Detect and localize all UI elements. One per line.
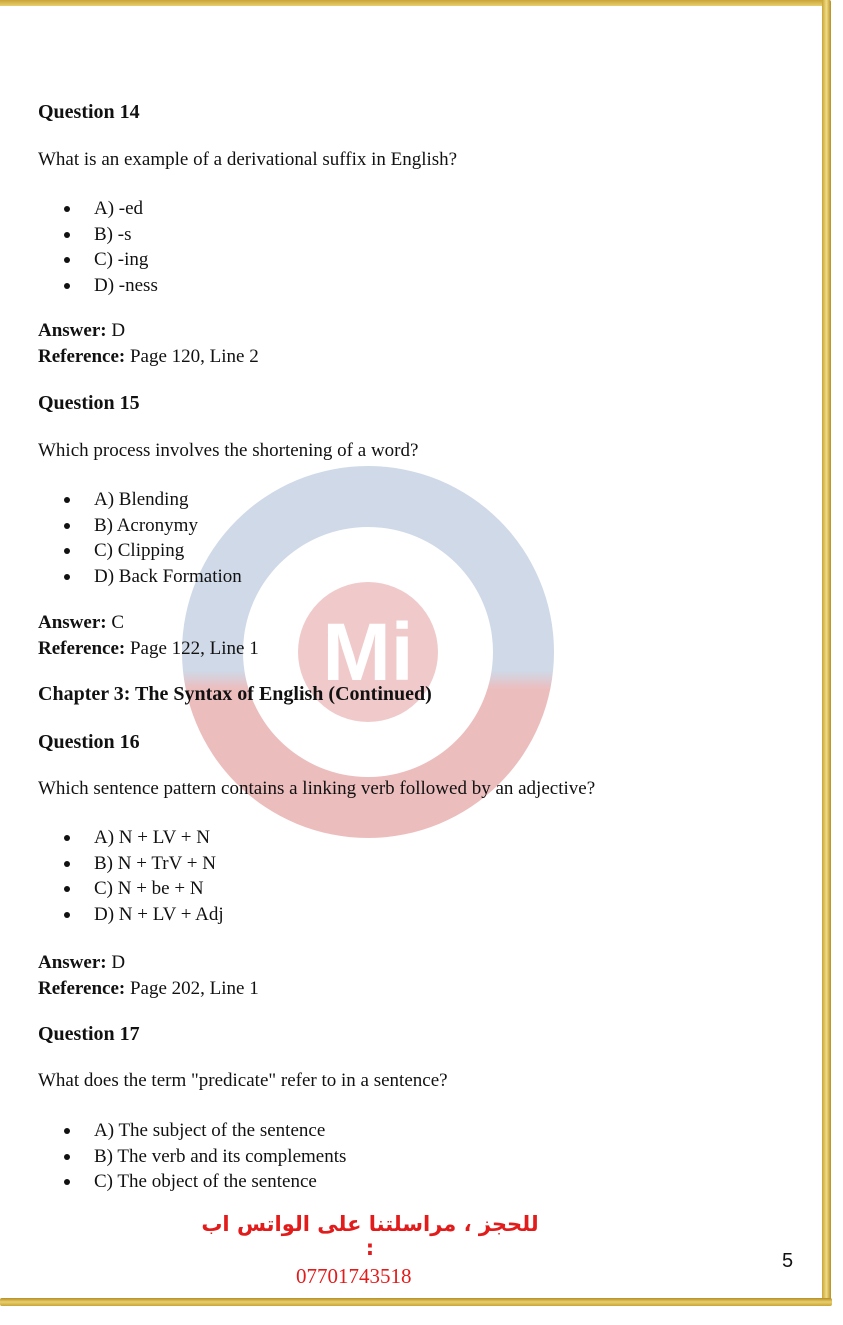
phone-number: 07701743518	[296, 1264, 412, 1288]
bullet-icon	[64, 497, 70, 503]
question-17-options	[64, 1118, 346, 1195]
watermark-logo-text: Mi	[322, 607, 414, 698]
chapter-heading: Chapter 3: The Syntax of English (Continued)	[38, 683, 432, 705]
bullet-icon	[64, 1179, 70, 1185]
bullet-icon	[64, 206, 70, 212]
booking-note: للحجز ، مراسلتنا على الواتس اب :	[201, 1212, 539, 1260]
option-item: C) The object of the sentence	[64, 1169, 346, 1195]
bullet-icon	[64, 1154, 70, 1160]
option-item: B) N + TrV + N	[64, 851, 224, 877]
option-item: A) -ed	[64, 196, 158, 222]
option-item: D) -ness	[64, 273, 158, 299]
bullet-icon	[64, 835, 70, 841]
question-14-options	[64, 196, 158, 298]
bullet-icon	[64, 1128, 70, 1134]
option-item: A) Blending	[64, 487, 242, 513]
option-item: B) The verb and its complements	[64, 1144, 346, 1170]
question-16-text: Which sentence pattern contains a linking verb followed by an adjective?	[38, 778, 596, 799]
page-number: 5	[782, 1250, 794, 1272]
question-16-options	[64, 825, 224, 927]
option-item: B) -s	[64, 222, 158, 248]
question-14-answer: Answer: D	[38, 320, 126, 341]
page-frame-right	[822, 0, 831, 1305]
question-15-title: Question 15	[38, 392, 140, 414]
option-item: C) -ing	[64, 247, 158, 273]
question-16-reference: Reference: Page 202, Line 1	[38, 978, 259, 999]
question-17-text: What does the term "predicate" refer to in a sentence?	[38, 1070, 448, 1091]
option-item: C) N + be + N	[64, 876, 224, 902]
question-14-title: Question 14	[38, 101, 140, 123]
option-item: D) Back Formation	[64, 564, 242, 590]
option-item: A) The subject of the sentence	[64, 1118, 346, 1144]
question-15-options	[64, 487, 242, 589]
bullet-icon	[64, 283, 70, 289]
question-14-text: What is an example of a derivational suffix in English?	[38, 149, 458, 170]
question-16-answer: Answer: D	[38, 952, 126, 973]
bullet-icon	[64, 232, 70, 238]
bullet-icon	[64, 886, 70, 892]
page-frame-bottom	[0, 1298, 832, 1306]
option-item: A) N + LV + N	[64, 825, 224, 851]
bullet-icon	[64, 861, 70, 867]
question-15-answer: Answer: C	[38, 612, 125, 633]
bullet-icon	[64, 548, 70, 554]
question-17-title: Question 17	[38, 1023, 140, 1045]
question-16-title: Question 16	[38, 731, 140, 753]
option-item: C) Clipping	[64, 538, 242, 564]
page-frame-top	[0, 0, 830, 6]
option-item: D) N + LV + Adj	[64, 902, 224, 928]
question-15-text: Which process involves the shortening of a word?	[38, 440, 419, 461]
bullet-icon	[64, 574, 70, 580]
question-15-reference: Reference: Page 122, Line 1	[38, 638, 259, 659]
bullet-icon	[64, 912, 70, 918]
bullet-icon	[64, 523, 70, 529]
question-14-reference: Reference: Page 120, Line 2	[38, 346, 259, 367]
bullet-icon	[64, 257, 70, 263]
option-item: B) Acronymy	[64, 513, 242, 539]
